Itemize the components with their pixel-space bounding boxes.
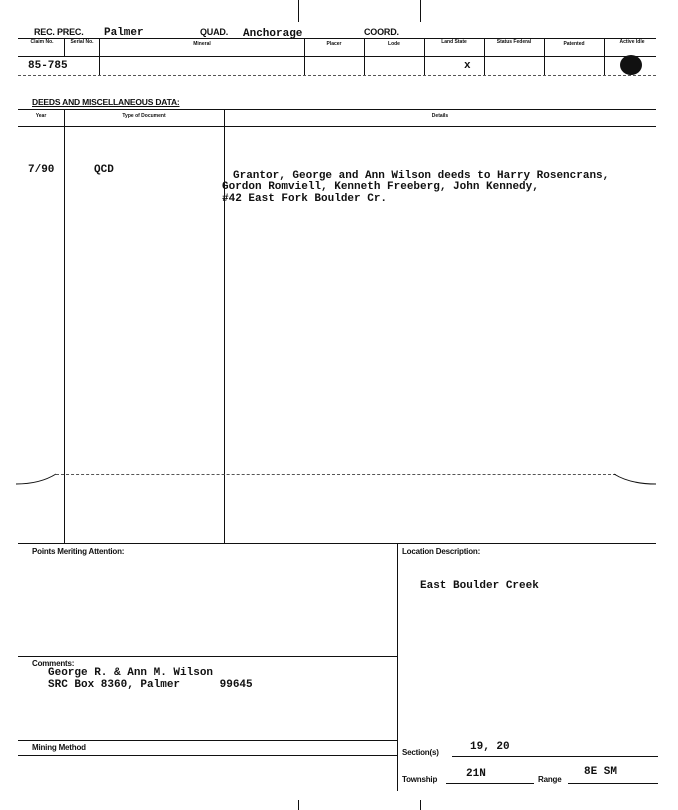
col-serial-no: Serial No.	[70, 39, 94, 45]
comments-line	[18, 656, 397, 657]
comments-line1: George R. & Ann M. Wilson	[48, 667, 214, 679]
top-tick-right	[420, 0, 421, 22]
col-active-idle: Active Idle	[619, 39, 645, 45]
quad-value: Anchorage	[243, 28, 303, 40]
top-tick-left	[298, 0, 299, 22]
mining-method-line	[18, 740, 397, 741]
header-line-top	[18, 38, 656, 39]
mining-method-bottom-line	[18, 755, 397, 756]
comments-label: Comments:	[32, 659, 75, 668]
deeds-line-top	[18, 109, 656, 110]
fold-curve-right	[612, 472, 656, 486]
township-underline	[446, 783, 534, 784]
col-mineral: Mineral	[193, 41, 211, 47]
points-label: Points Meriting Attention:	[32, 547, 125, 556]
bottom-tick-left	[298, 800, 299, 810]
active-dot	[620, 55, 642, 75]
bottom-divider	[397, 543, 398, 791]
comments-line2: SRC Box 8360, Palmer 99645	[48, 679, 253, 691]
deed-type: QCD	[94, 164, 114, 176]
col-sep-8	[604, 38, 605, 75]
quad-label: QUAD.	[200, 27, 228, 37]
fold-line	[56, 474, 616, 475]
deeds-col-type: Type of Document	[122, 113, 166, 119]
col-sep-1	[64, 38, 65, 56]
location-value: East Boulder Creek	[420, 580, 539, 592]
claim-no-value: 85-785	[28, 60, 68, 72]
deed-details-line3: #42 East Fork Boulder Cr.	[222, 193, 388, 205]
col-sep-6	[484, 38, 485, 75]
col-placer: Placer	[326, 41, 342, 47]
section-underline	[452, 756, 658, 757]
deeds-title: DEEDS AND MISCELLANEOUS DATA:	[32, 97, 180, 107]
col-lode: Lode	[388, 41, 400, 47]
col-land-state: Land State	[441, 39, 467, 45]
deeds-col-details: Details	[431, 113, 449, 119]
deed-year: 7/90	[28, 164, 55, 176]
section-value: 19, 20	[470, 741, 510, 753]
coord-label: COORD.	[364, 27, 399, 37]
deeds-line-header	[18, 126, 656, 127]
rec-prec-value: Palmer	[104, 27, 144, 39]
mining-method-label: Mining Method	[32, 743, 86, 752]
township-label: Township	[402, 775, 438, 784]
header-line-bottom	[18, 75, 656, 76]
land-state-mark: x	[464, 60, 471, 72]
deed-details-line2: Gordon Romviell, Kenneth Freeberg, John Kennedy,	[222, 181, 539, 193]
fold-curve-left	[16, 472, 60, 486]
deeds-col-year: Year	[35, 113, 47, 119]
township-value: 21N	[466, 768, 486, 780]
range-label: Range	[538, 775, 562, 784]
bottom-line-top	[18, 543, 656, 544]
bottom-tick-right	[420, 800, 421, 810]
deeds-sep-2	[224, 109, 225, 543]
range-value: 8E SM	[584, 766, 618, 778]
deeds-sep-1	[64, 109, 65, 543]
location-label: Location Description:	[402, 547, 481, 556]
deed-details-line1: Grantor, George and Ann Wilson deeds to Harry Rosencrans,	[233, 170, 610, 182]
rec-prec-label: REC. PREC.	[34, 27, 84, 37]
col-sep-5	[424, 38, 425, 75]
col-status-federal: Status Federal	[496, 39, 532, 45]
header-line-mid	[18, 56, 656, 57]
range-underline	[568, 783, 658, 784]
col-patented: Patented	[563, 41, 585, 47]
col-claim-no: Claim No.	[30, 39, 54, 45]
section-label: Section(s)	[402, 748, 439, 757]
